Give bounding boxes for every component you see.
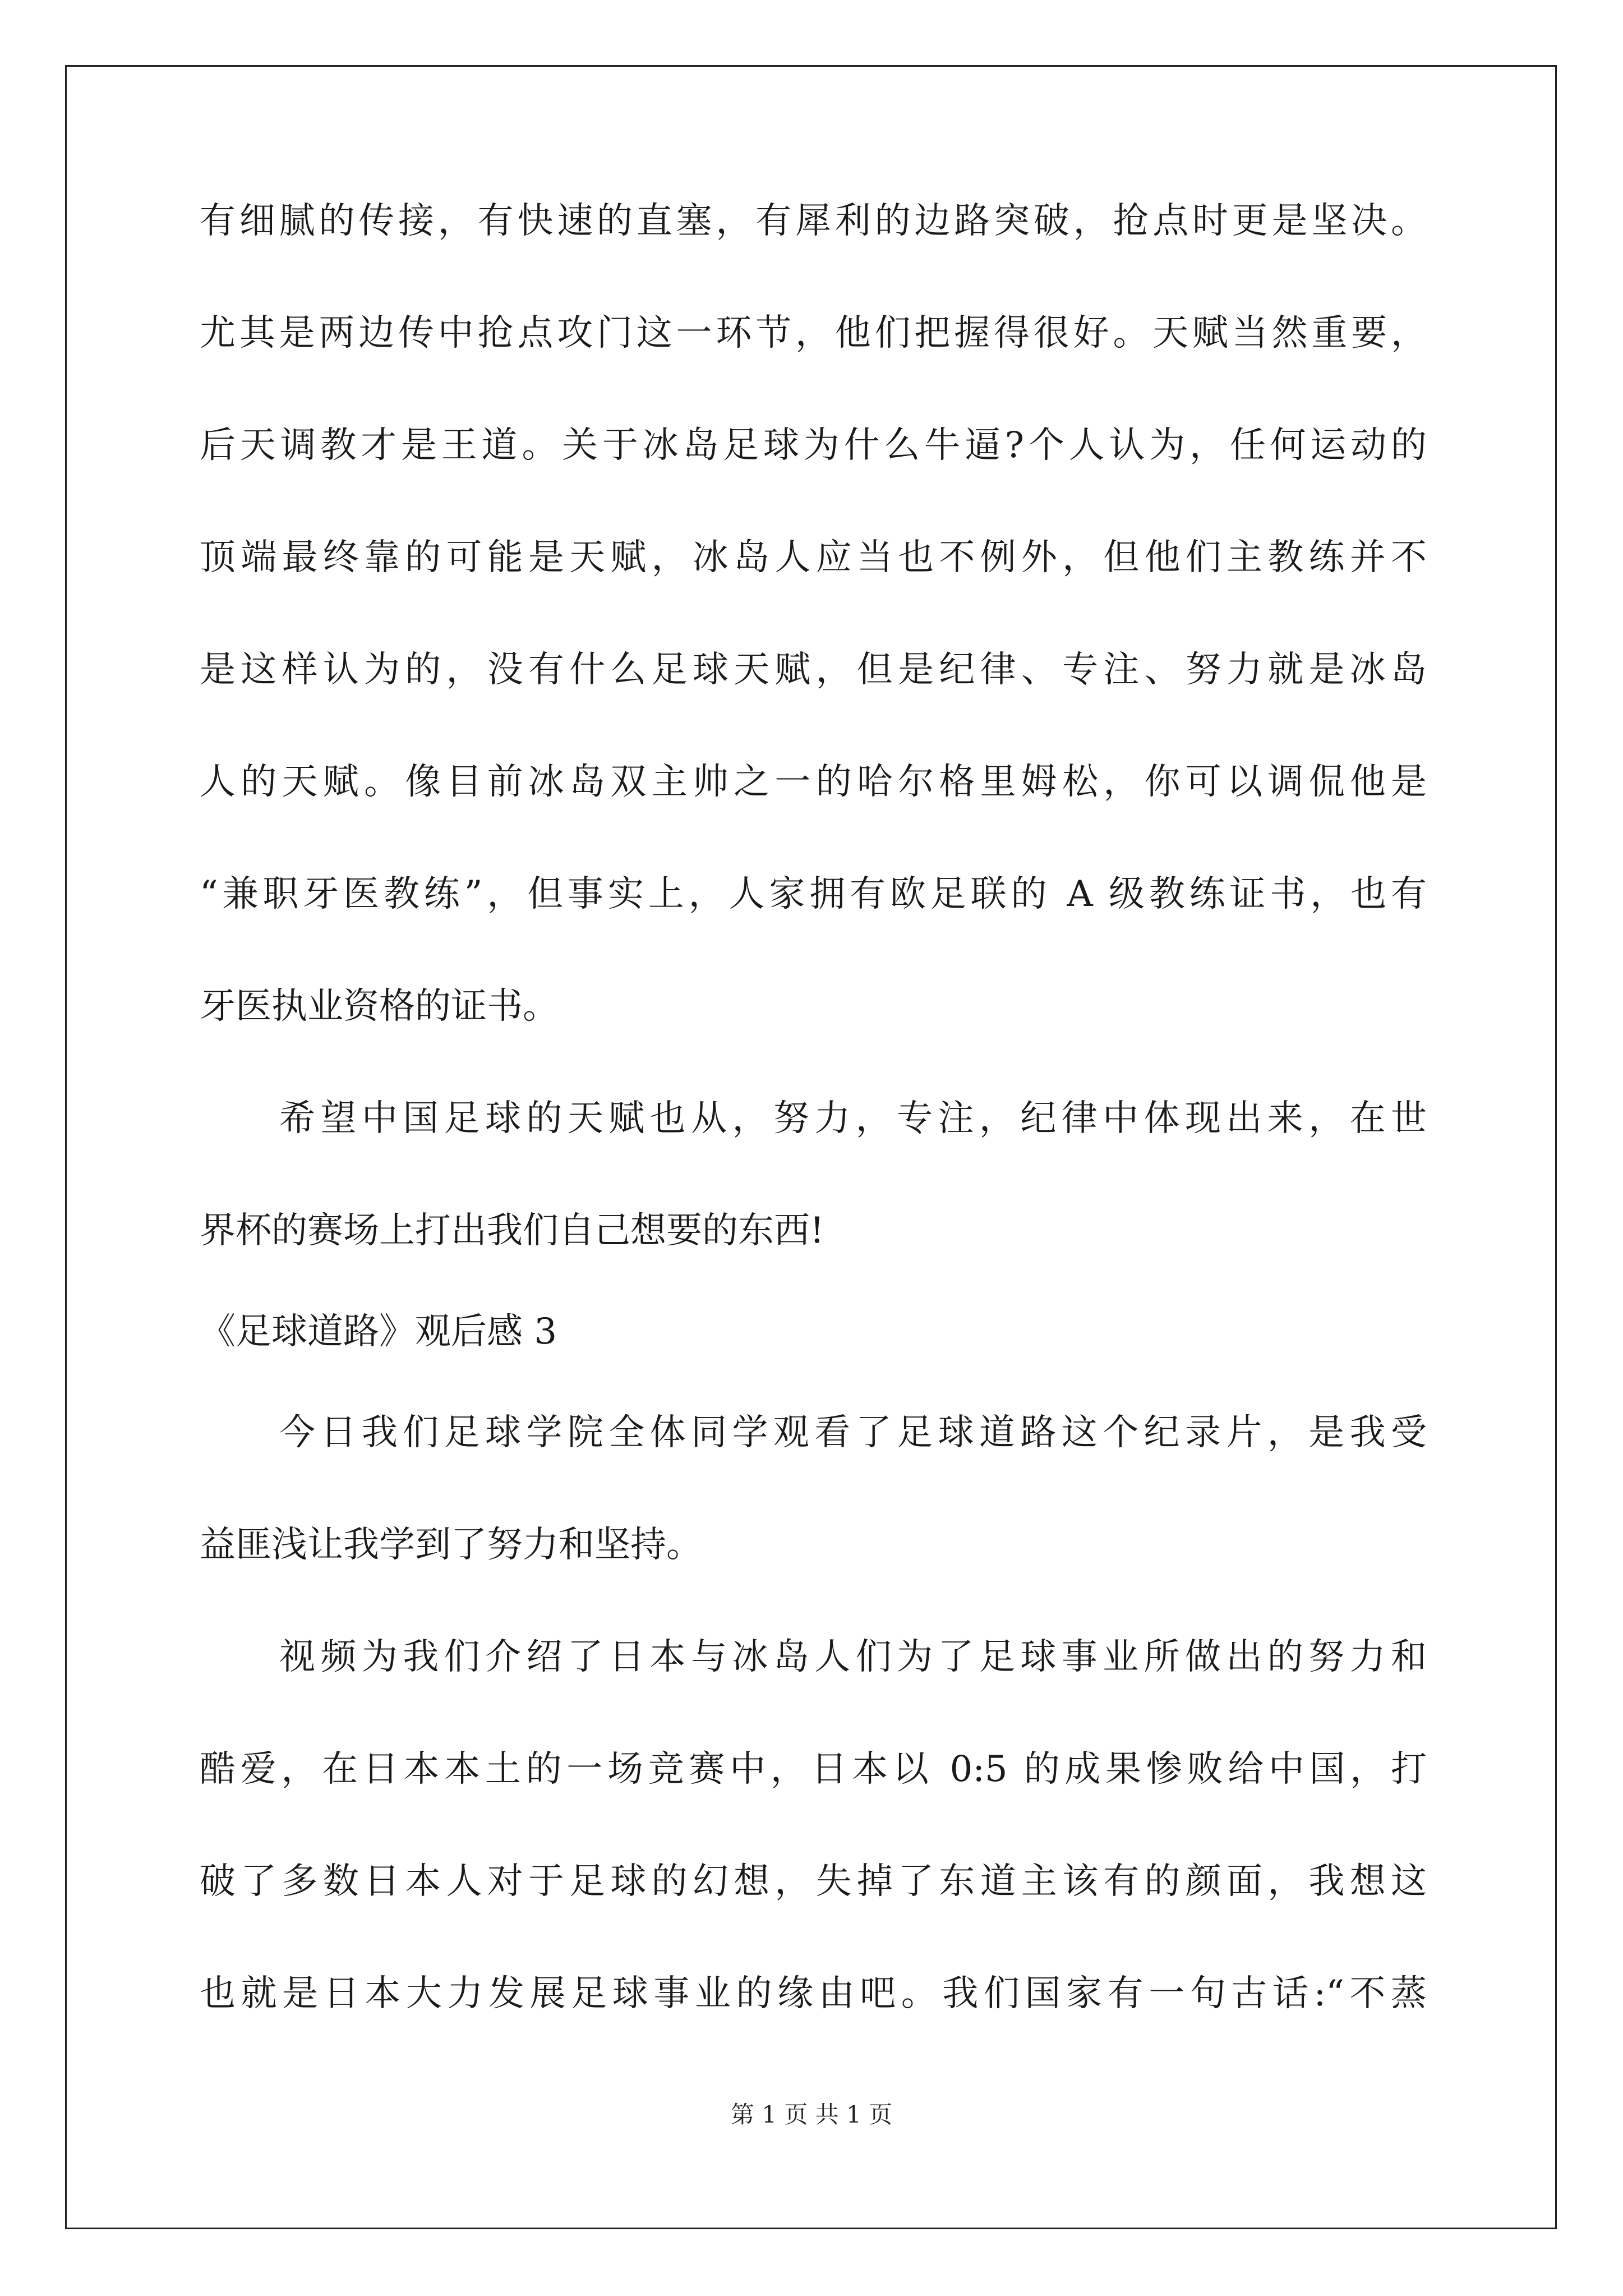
text-line: 界杯的赛场上打出我们自己想要的东西!: [200, 1210, 824, 1251]
text-line: 也就是日本大力发展足球事业的缘由吧。我们国家有一句古话:“不蒸: [200, 1973, 1427, 2014]
page-footer: 第 1 页 共 1 页: [730, 2101, 893, 2128]
text-line: 顶端最终靠的可能是天赋，冰岛人应当也不例外，但他们主教练并不: [200, 537, 1427, 578]
paragraph-first-line: 今日我们足球学院全体同学观看了足球道路这个纪录片，是我受: [279, 1412, 1427, 1453]
text-line: 尤其是两边传中抢点攻门这一环节，他们把握得很好。天赋当然重要，: [200, 312, 1427, 354]
text-line: 有细腻的传接，有快速的直塞，有犀利的边路突破，抢点时更是坚决。: [200, 200, 1427, 242]
text-line: 是这样认为的，没有什么足球天赋，但是纪律、专注、努力就是冰岛: [200, 649, 1427, 691]
page-border: [65, 65, 1557, 2229]
text-line: 酷爱，在日本本土的一场竞赛中，日本以 0:5 的成果惨败给中国，打: [200, 1749, 1427, 1790]
text-line: 益匪浅让我学到了努力和坚持。: [200, 1524, 702, 1566]
paragraph-first-line: 希望中国足球的天赋也从，努力，专注，纪律中体现出来，在世: [279, 1098, 1427, 1139]
text-line: 后天调教才是王道。关于冰岛足球为什么牛逼?个人认为，任何运动的: [200, 425, 1427, 466]
text-line: 牙医执业资格的证书。: [200, 986, 559, 1027]
text-line: 破了多数日本人对于足球的幻想，失掉了东道主该有的颜面，我想这: [200, 1861, 1427, 1902]
text-line: 人的天赋。像目前冰岛双主帅之一的哈尔格里姆松，你可以调侃他是: [200, 761, 1427, 803]
text-line: “兼职牙医教练”，但事实上，人家拥有欧足联的 A 级教练证书，也有: [200, 873, 1427, 915]
section-heading: 《足球道路》观后感 3: [200, 1311, 557, 1352]
paragraph-first-line: 视频为我们介绍了日本与冰岛人们为了足球事业所做出的努力和: [279, 1636, 1427, 1678]
